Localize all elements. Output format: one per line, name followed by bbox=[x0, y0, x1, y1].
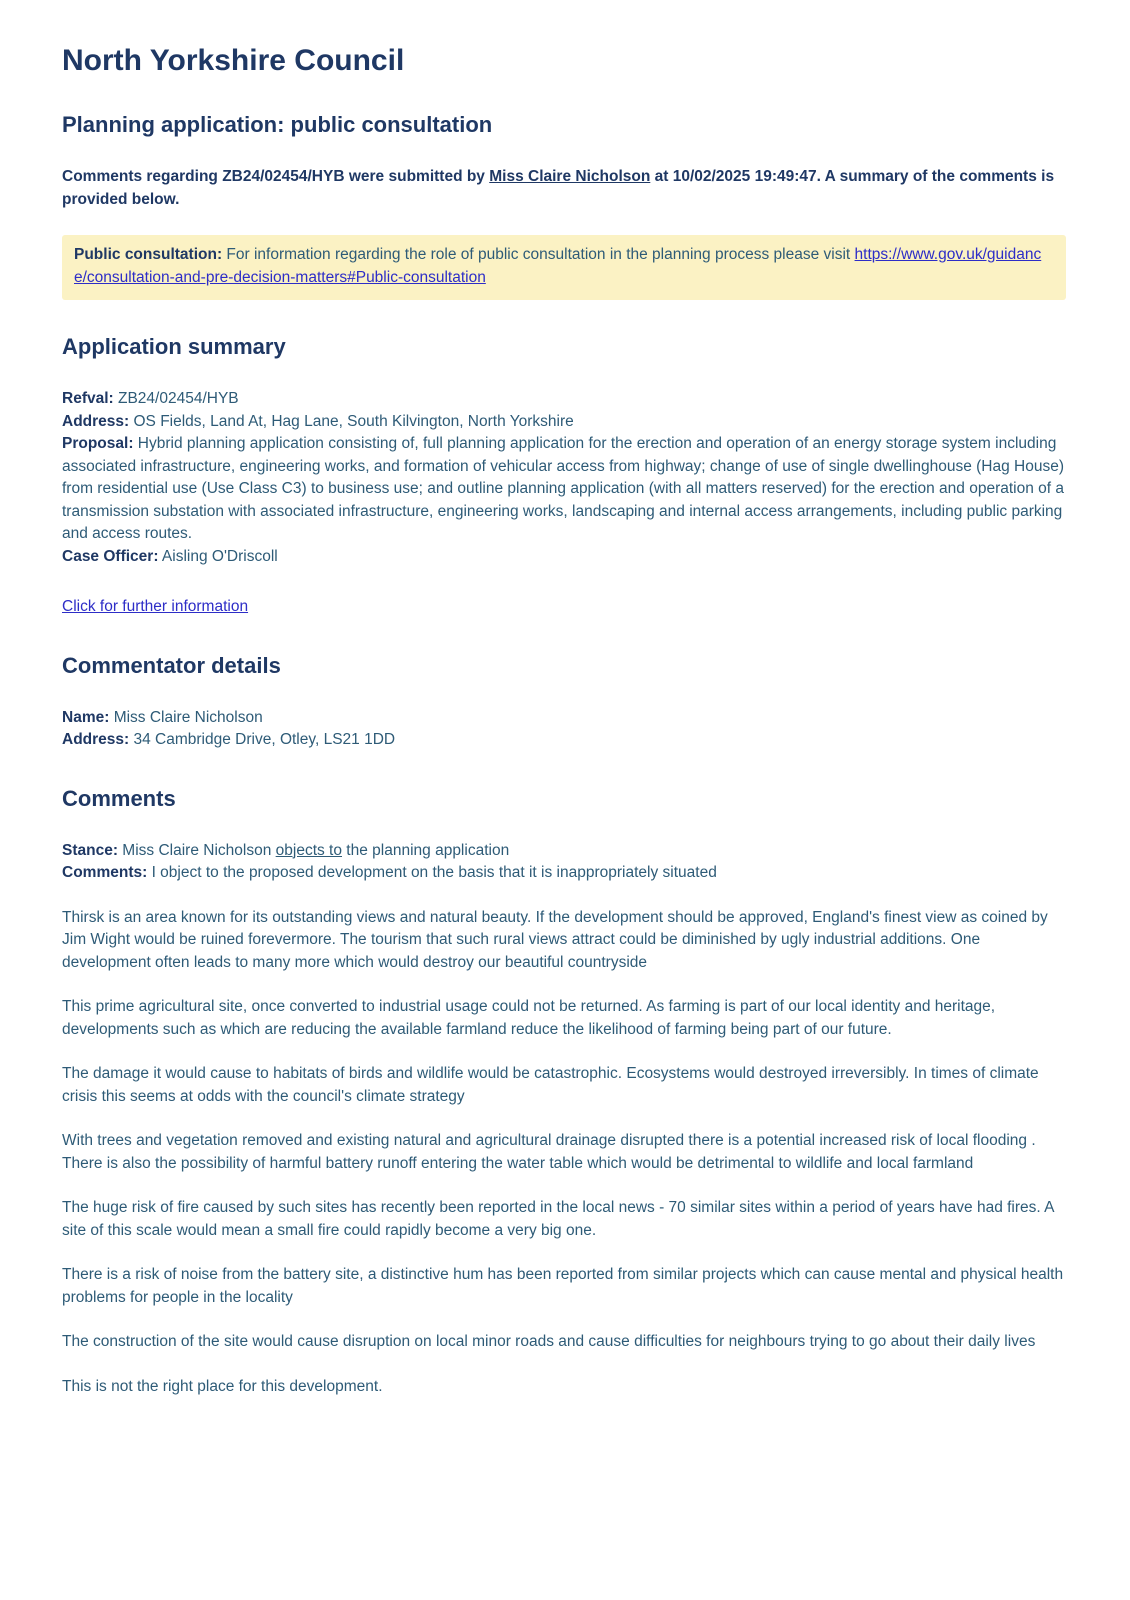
section-heading-comments: Comments bbox=[62, 785, 176, 811]
notice-label: Public consultation: bbox=[74, 246, 223, 263]
stance-pre: Miss Claire Nicholson bbox=[118, 841, 276, 859]
comments-label: Comments: bbox=[62, 864, 148, 881]
field-label-refval: Refval: bbox=[62, 390, 114, 407]
field-label-commentator-address: Address: bbox=[62, 731, 130, 748]
field-row-name bbox=[62, 707, 1066, 730]
submission-summary-text bbox=[62, 166, 1066, 211]
gov-uk-consultation-link[interactable]: https://www.gov.uk/guidance/consultation-and-pre-decision-matters#Public-consultation bbox=[74, 246, 1042, 286]
field-value-proposal: Hybrid planning application consisting of, full planning application for the erection and operation of an energy storage system including associated infrastructure, engineering works, and formation of vehicular access from highway; change of use of single dwellinghouse (Hag House) from residential use (Use Class C3) to business use; and outline planning application (with all matters reserved) for the erection and operation of a transmission substation with associated infrastructure, engineering works, landscaping and internal access arrangements, including public parking and access routes. bbox=[62, 435, 1065, 542]
field-row-case-officer bbox=[62, 546, 1066, 569]
notice-text: For information regarding the role of public consultation in the planning process please visit bbox=[222, 246, 855, 263]
comments-summary-line bbox=[62, 862, 1066, 885]
field-label-proposal: Proposal: bbox=[62, 435, 134, 452]
stance-line bbox=[62, 840, 1066, 863]
field-value-commentator-address: 34 Cambridge Drive, Otley, LS21 1DD bbox=[129, 731, 396, 748]
commentator-fields bbox=[62, 707, 1066, 752]
page-subtitle: Planning application: public consultation bbox=[62, 112, 493, 137]
public-consultation-notice-box bbox=[62, 235, 1066, 300]
field-label-name: Name: bbox=[62, 708, 110, 726]
field-row-proposal bbox=[62, 433, 1066, 546]
comment-paragraph: This is not the right place for this development. bbox=[62, 1377, 383, 1395]
field-value-address: OS Fields, Land At, Hag Lane, South Kilvington, North Yorkshire bbox=[129, 412, 574, 430]
comment-paragraph: This prime agricultural site, once converted to industrial usage could not be returned. As farming is part of our local identity and heritage, developments such as which are reducing the available farmland reduce the likelihood of farming being part of our future. bbox=[62, 998, 996, 1038]
field-row-refval bbox=[62, 388, 1066, 411]
further-information-link[interactable]: Click for further information bbox=[62, 598, 249, 615]
field-label-address: Address: bbox=[62, 412, 130, 430]
stance-label: Stance: bbox=[62, 841, 118, 859]
section-heading-commentator-details: Commentator details bbox=[62, 652, 281, 678]
submission-summary-post: at 10/02/2025 19:49:47. A summary of the comments is provided below. bbox=[62, 168, 1055, 208]
stance-block bbox=[62, 840, 1066, 885]
submission-summary-pre: Comments regarding ZB24/02454/HYB were submitted by bbox=[62, 168, 490, 185]
page-title: North Yorkshire Council bbox=[62, 44, 405, 77]
comment-paragraph: With trees and vegetation removed and existing natural and agricultural drainage disrupted there is a potential increased risk of local flooding . There is also the possibility of harmful battery runoff entering the water table which would be detrimental to wildlife and local farmland bbox=[62, 1132, 1036, 1172]
comment-paragraph: The damage it would cause to habitats of birds and wildlife would be catastrophic. Ecosystems would destroyed irreversibly. In times of climate crisis this seems at odds with the council's climate strategy bbox=[62, 1065, 1039, 1105]
section-heading-application-summary: Application summary bbox=[62, 334, 286, 359]
comment-paragraph: The construction of the site would cause disruption on local minor roads and cause difficulties for neighbours trying to go about their daily lives bbox=[62, 1333, 1036, 1350]
comment-paragraph: Thirsk is an area known for its outstanding views and natural beauty. If the development should be approved, England's finest view as coined by Jim Wight would be ruined forevermore. The tourism that such rural views attract could be diminished by ugly industrial additions. One development often leads to many more which would destroy our beautiful countryside bbox=[62, 908, 1048, 971]
comment-paragraph: There is a risk of noise from the battery site, a distinctive hum has been reported from similar projects which can cause mental and physical health problems for people in the locality bbox=[62, 1266, 1064, 1306]
stance-post: the planning application bbox=[342, 841, 510, 859]
further-information-link-row bbox=[62, 596, 1066, 619]
field-value-refval: ZB24/02454/HYB bbox=[113, 390, 239, 407]
field-value-name: Miss Claire Nicholson bbox=[109, 708, 263, 726]
commenter-name-link[interactable]: Miss Claire Nicholson bbox=[489, 168, 651, 185]
field-value-case-officer: Aisling O'Driscoll bbox=[158, 547, 278, 565]
comments-summary-value: I object to the proposed development on the basis that it is inappropriately situated bbox=[147, 864, 717, 881]
field-row-commentator-address bbox=[62, 729, 1066, 752]
application-summary-fields bbox=[62, 388, 1066, 568]
field-row-address bbox=[62, 411, 1066, 434]
stance-objects-to: objects to bbox=[275, 841, 342, 859]
comment-paragraph: The huge risk of fire caused by such sites has recently been reported in the local news - 70 similar sites within a period of years have had fires. A site of this scale would mean a small fire could rapidly become a very big one. bbox=[62, 1199, 1054, 1239]
field-label-case-officer: Case Officer: bbox=[62, 547, 159, 565]
